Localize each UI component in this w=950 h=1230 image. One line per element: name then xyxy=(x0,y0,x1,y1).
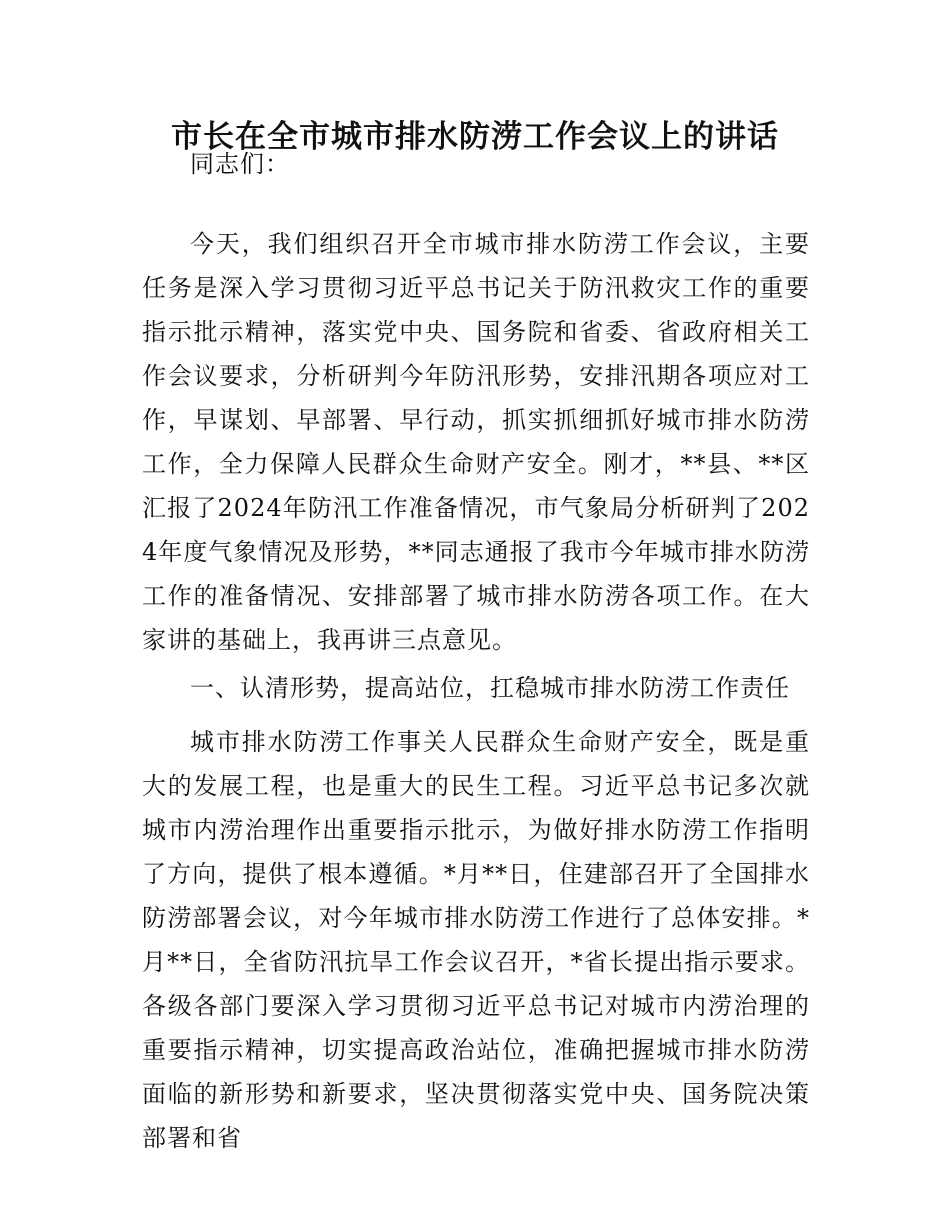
salutation: 同志们： xyxy=(190,150,290,178)
document-title: 市长在全市城市排水防涝工作会议上的讲话 xyxy=(171,119,779,155)
paragraph-section-1: 城市排水防涝工作事关人民群众生命财产安全，既是重大的发展工程，也是重大的民生工程。习近平总书记多次就城市内涝治理作出重要指示批示，为做好排水防涝工作指明了方向，提供了根本遵循。*月**日，住建部召开了全国排水防涝部署会议，对今年城市排水防涝工作进行了总体安排。*月**日，全省防汛抗旱工作会议召开，*省长提出指示要求。各级各部门要深入学习贯彻习近平总书记对城市内涝治理的重要指示精神，切实提高政治站位，准确把握城市排水防涝面临的新形势和新要求，坚决贯彻落实党中央、国务院决策部署和省 xyxy=(142,728,810,1152)
section-heading-1: 一、认清形势，提高站位，扛稳城市排水防涝工作责任 xyxy=(190,674,790,702)
paragraph-intro: 今天，我们组织召开全市城市排水防涝工作会议，主要任务是深入学习贯彻习近平总书记关于防汛救灾工作的重要指示批示精神，落实党中央、国务院和省委、省政府相关工作会议要求，分析研判今年防汛形势，安排汛期各项应对工作，早谋划、早部署、早行动，抓实抓细抓好城市排水防涝工作，全力保障人民群众生命财产安全。刚才，**县、**区汇报了2024年防汛工作准备情况，市气象局分析研判了2024年度气象情况及形势，**同志通报了我市今年城市排水防涝工作的准备情况、安排部署了城市排水防涝各项工作。在大家讲的基础上，我再讲三点意见。 xyxy=(142,230,810,654)
